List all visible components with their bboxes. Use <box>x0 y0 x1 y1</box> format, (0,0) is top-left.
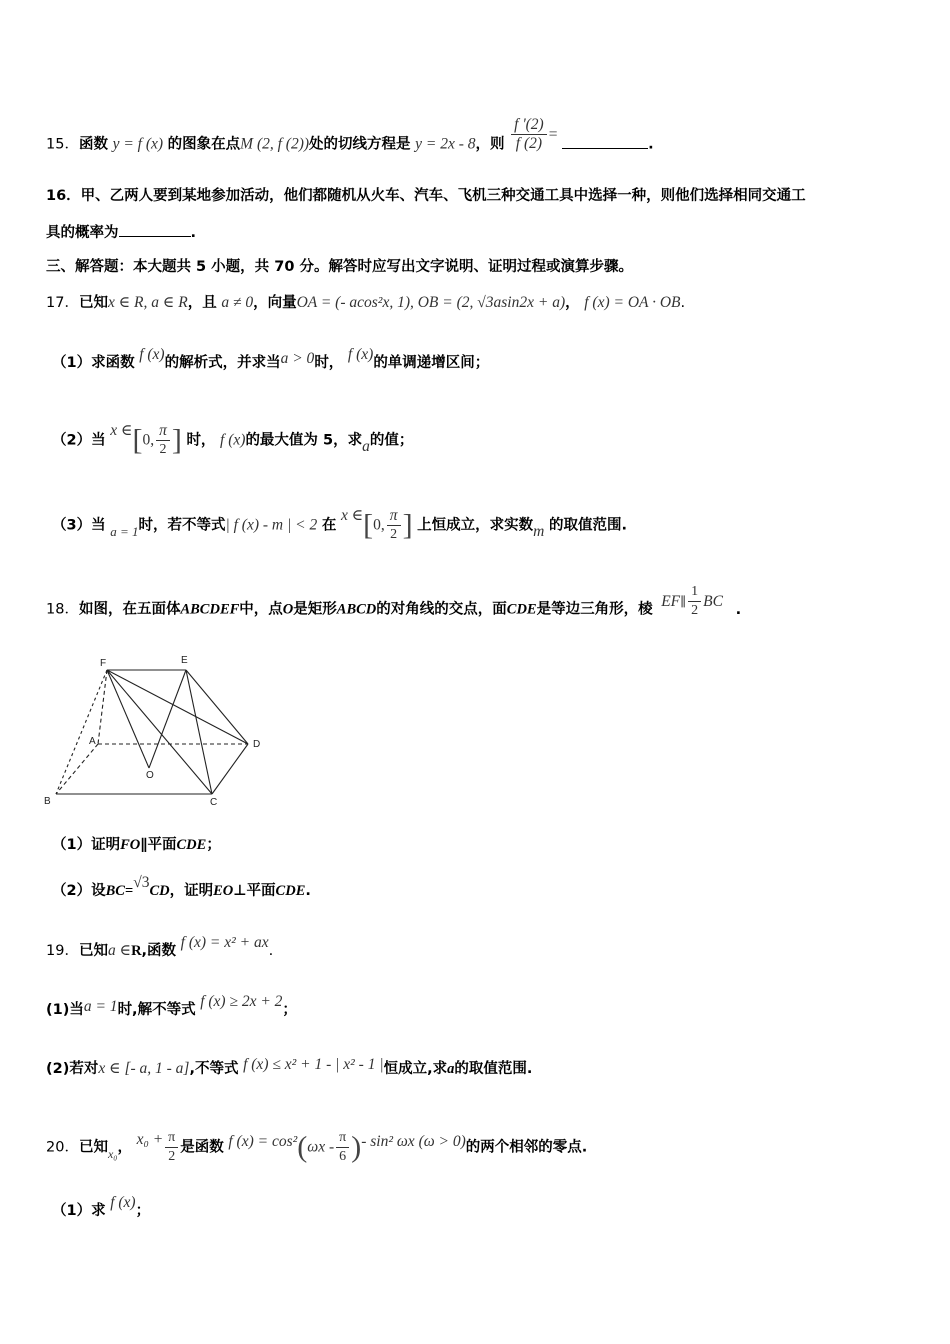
question-16-line-1: 16．甲、乙两人要到某地参加活动，他们都随机从火车、汽车、飞机三种交通工具中选择一种，则他们选择相同交通工 <box>46 188 806 204</box>
text: 处的切线方程是 <box>309 136 411 153</box>
text: ， <box>117 1139 132 1156</box>
formula: a ∈ <box>107 942 132 959</box>
formula: BC <box>703 592 723 610</box>
text: 恒成立,求 <box>383 1061 448 1077</box>
text: （1）求函数 <box>52 355 135 371</box>
fraction <box>336 1129 349 1166</box>
fraction <box>511 116 547 153</box>
question-15 <box>46 116 904 163</box>
question-17-part-2 <box>52 422 904 459</box>
formula: | f (x) - m | < 2 <box>225 516 318 534</box>
numerator: π <box>336 1129 349 1148</box>
question-19-part-2 <box>46 1058 904 1080</box>
left-paren: ( <box>297 1130 308 1164</box>
denominator: 2 <box>691 603 699 618</box>
text: 的单调递增区间； <box>373 355 490 371</box>
text: O <box>282 601 294 618</box>
formula: y = 2x - 8 <box>415 135 476 153</box>
question-18-part-2 <box>52 874 904 902</box>
formula: 0, <box>142 431 155 449</box>
text: a <box>447 1061 455 1077</box>
text: 具的概率为 <box>46 225 119 241</box>
text: ，且 <box>187 295 217 311</box>
text: 在 <box>321 517 337 534</box>
label-D: D <box>253 739 261 750</box>
question-17-part-1 <box>52 346 904 374</box>
text: . <box>648 136 654 153</box>
text: ABCDEF <box>180 601 240 618</box>
formula: OA = (- acos²x, 1), OB = (2, √3asin2x + a) <box>296 294 566 311</box>
section-heading: 三、解答题：本大题共 5 小题，共 70 分。解答时应写出文字说明、证明过程或演算步骤。 <box>46 259 633 275</box>
text: R <box>131 943 142 959</box>
denominator: 2 <box>390 527 398 542</box>
text: 时， <box>314 355 344 371</box>
formula: f (x) <box>220 431 246 449</box>
edge-ED <box>186 670 248 744</box>
text: EO <box>213 883 234 899</box>
formula: M (2, f (2)) <box>240 135 310 153</box>
text: 的取值范围. <box>548 517 627 534</box>
question-19-part-1 <box>46 993 904 1021</box>
numerator: π <box>156 422 170 441</box>
text: ； <box>206 837 221 853</box>
text: . <box>735 601 742 618</box>
numerator: f '(2) <box>511 116 547 135</box>
formula: ωx - <box>307 1138 335 1156</box>
formula: f (x) <box>139 346 165 363</box>
text: 已知 <box>78 943 108 959</box>
text: （2）当 <box>52 432 106 449</box>
text: . <box>305 883 311 899</box>
text: ，则 <box>475 136 505 153</box>
question-19 <box>46 934 904 962</box>
text: (1)当 <box>46 1002 84 1018</box>
question-20 <box>46 1129 904 1166</box>
question-number: 18． <box>46 601 79 618</box>
edge-AB-hidden <box>56 744 98 794</box>
text: CDE <box>176 837 207 853</box>
denominator: 6 <box>339 1149 347 1164</box>
question-16-line-2 <box>46 222 904 244</box>
formula: - sin² ωx (ω > 0) <box>361 1132 466 1150</box>
fraction <box>387 507 401 544</box>
formula: a > 0 <box>280 350 315 367</box>
question-17 <box>46 292 904 314</box>
formula: f (x) <box>347 346 374 363</box>
text: CDE <box>506 601 537 618</box>
question-number: 15． <box>46 136 79 153</box>
text: 已知 <box>78 1139 108 1156</box>
numerator: π <box>387 507 401 526</box>
text: 已知 <box>78 295 108 311</box>
label-F: F <box>100 658 107 669</box>
text: 是矩形 <box>293 601 337 618</box>
formula: f (x) ≥ 2x + 2 <box>200 993 283 1010</box>
text: ，向量 <box>253 295 297 311</box>
formula: √3 <box>133 874 150 891</box>
right-bracket: ] <box>171 423 182 457</box>
text: 中，点 <box>239 601 283 618</box>
text: （3）当 <box>52 517 106 534</box>
segment-EO <box>149 670 186 768</box>
label-B: B <box>44 796 51 807</box>
text: ； <box>135 1203 151 1219</box>
text: 时,解不等式 <box>117 1002 196 1018</box>
denominator: 2 <box>168 1149 176 1164</box>
text: 时， <box>186 432 216 449</box>
edge-FB <box>56 670 107 794</box>
question-18-part-1 <box>52 834 904 856</box>
formula: x ∈ R, a ∈ R <box>107 294 188 311</box>
formula: EF <box>661 592 681 610</box>
text: . <box>268 943 274 959</box>
text: (2)若对 <box>46 1061 99 1077</box>
formula: m <box>533 522 545 540</box>
question-20-part-1 <box>52 1194 904 1222</box>
pentahedron-figure <box>40 648 280 808</box>
label-E: E <box>181 655 188 666</box>
text: 的值； <box>369 432 414 449</box>
formula: a = 1 <box>83 998 118 1015</box>
text: 时，若不等式 <box>138 517 226 534</box>
text: 的对角线的交点，面 <box>376 601 507 618</box>
text: BC= <box>105 883 134 899</box>
text: ， <box>565 295 580 311</box>
edge-CD <box>212 744 248 794</box>
left-bracket: [ <box>363 508 374 542</box>
question-17-part-3 <box>52 507 904 544</box>
text: ,不等式 <box>189 1061 239 1077</box>
right-paren: ) <box>351 1130 362 1164</box>
fraction <box>156 422 170 459</box>
formula: a <box>362 437 370 455</box>
text: CDE <box>275 883 306 899</box>
formula: f (x) ≤ x² + 1 - | x² - 1 | <box>243 1056 384 1073</box>
edge-FC <box>107 670 212 794</box>
formula: ∥ <box>680 593 687 609</box>
text: 函数 <box>78 136 108 153</box>
answer-blank[interactable] <box>562 134 648 149</box>
formula: f (x) = cos² <box>228 1132 298 1150</box>
fraction <box>688 583 701 620</box>
text: ； <box>282 1002 297 1018</box>
label-C: C <box>210 797 218 808</box>
text: ⊥平面 <box>233 883 276 899</box>
text: 的解析式，并求当 <box>164 355 281 371</box>
numerator: π <box>165 1129 178 1148</box>
text: 如图，在五面体 <box>78 601 181 618</box>
formula: f (x) = OA · OB <box>584 294 681 311</box>
question-number: 17． <box>46 295 79 311</box>
edge-FA-hidden <box>98 670 107 744</box>
text: 的最大值为 5，求 <box>245 432 363 449</box>
formula: x ∈ <box>340 506 364 524</box>
question-18 <box>46 584 904 628</box>
formula: x ∈ <box>110 421 133 439</box>
text: 上恒成立，求实数 <box>417 517 534 534</box>
right-bracket: ] <box>402 508 413 542</box>
text: CD <box>149 883 170 899</box>
formula: f (x) <box>110 1194 136 1211</box>
question-number: 19． <box>46 943 79 959</box>
text: 的两个相邻的零点. <box>465 1139 588 1156</box>
text: 的图象在点 <box>167 136 241 153</box>
formula: 0, <box>373 516 385 534</box>
text: 是等边三角形，棱 <box>536 601 653 618</box>
edge-FD <box>107 670 248 744</box>
formula: y = f (x) <box>112 135 164 153</box>
text: ,函数 <box>141 943 177 959</box>
text: （1）求 <box>52 1203 106 1219</box>
text: FO <box>120 837 141 853</box>
formula: x₀ <box>107 1146 118 1161</box>
formula: x ∈ [- a, 1 - a] <box>98 1060 190 1077</box>
text: （1）证明 <box>52 837 121 853</box>
text: ∥平面 <box>140 837 177 853</box>
label-A: A <box>89 736 96 747</box>
formula: a ≠ 0 <box>221 294 254 311</box>
fraction <box>165 1129 178 1166</box>
text: （2）设 <box>52 883 106 899</box>
segment-FO <box>107 670 149 768</box>
text: ，证明 <box>169 883 214 899</box>
numerator: 1 <box>688 583 701 602</box>
text: . <box>680 295 686 311</box>
formula: x₀ + <box>136 1130 164 1148</box>
formula: a = 1 <box>110 523 139 539</box>
denominator: 2 <box>159 442 167 457</box>
text: 是函数 <box>180 1139 224 1156</box>
ef-relation <box>661 584 727 618</box>
text: ABCD <box>336 601 377 618</box>
denominator: f (2) <box>515 135 543 152</box>
formula: f (x) = x² + ax <box>180 934 269 951</box>
question-number: 20． <box>46 1139 79 1156</box>
equals-sign: = <box>548 125 558 143</box>
text: 的取值范围. <box>454 1061 533 1077</box>
left-bracket: [ <box>132 423 143 457</box>
answer-blank[interactable] <box>119 222 191 237</box>
edge-EC <box>186 670 212 794</box>
text: . <box>190 225 197 241</box>
label-O: O <box>146 770 154 781</box>
